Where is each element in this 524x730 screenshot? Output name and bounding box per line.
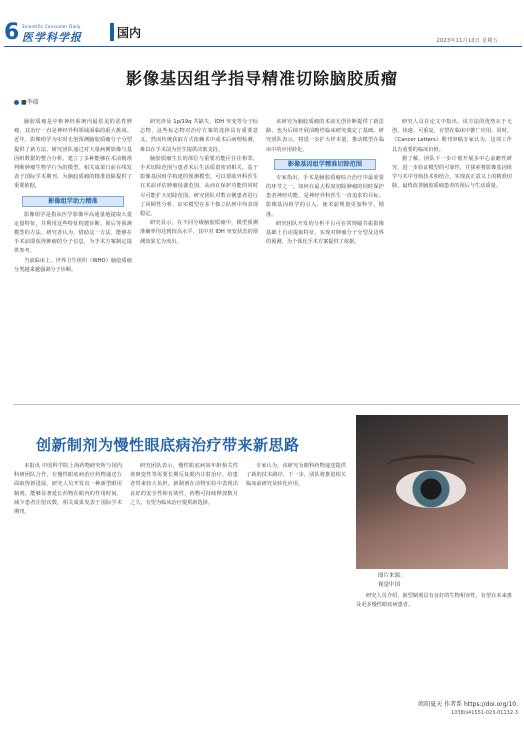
paragraph: 专家认为，该研究为眼科药物递送提供了新的技术路径。下一步，团队将推进相关临床前研究及转化应用。 — [246, 463, 346, 488]
paragraph: 影像组学是指从医学影像中高通量地提取大量定量特征，并利用这些特征构建诊断、预后等预测模型的方法。研究者认为，借助这一方法，能够在手术前即获得肿瘤的分子信息，为手术方案制定提供参考。 — [14, 211, 132, 255]
paragraph: 脑胶质瘤生长的部位与重要功能区往往相邻，手术切除范围与患者术后生活质量密切相关。基于影像基因组学构建的预测模型，可以帮助外科医生在术前评估肿瘤侵袭范围，从而在保护功能的同时尽可能扩大切除范围。研究团队对数百例患者进行了回顾性分析，证实模型在多个独立队列中均表现稳定。 — [140, 155, 258, 218]
article2-column-1 — [14, 462, 122, 692]
caption-line: 图片来源： — [378, 573, 406, 579]
paragraph: 据了解，团队下一步计划开展多中心前瞻性研究，进一步验证模型的可靠性，并探索将影像基因组学与术中导航技术相结合，实现真正意义上的精准切除，最终改善脑胶质瘤患者的预后与生活质量。 — [392, 155, 512, 190]
paragraph: 脑胶质瘤是中枢神经系统内最常见的恶性肿瘤，其治疗一直是神经外科领域面临的重大挑战。近年，影像组学为实时无创预测脑胶质瘤分子分型提供了新方法。研究团队通过对大量病例影像与基因组数据的整合分析，建立了多种能够在术前精准判断肿瘤生物学行为的模型。相关成果日前在线发表于国际学术期刊，为脑胶质瘤的精准切除提供了重要依据。 — [14, 119, 132, 190]
article-column-2 — [140, 118, 258, 398]
subheading: 影像基因组学精准切除范围 — [274, 159, 376, 170]
bullet-icon — [14, 100, 19, 105]
eye-photo — [356, 415, 508, 569]
article-author — [14, 97, 39, 106]
author-name: ■李瑞 — [21, 99, 39, 106]
section-marker — [110, 23, 114, 41]
paragraph: 研究人员介绍，新型制剂具有良好的生物相容性，有望在未来惠及更多慢性眼底病患者。 — [356, 593, 512, 609]
photo-caption — [378, 572, 406, 590]
article2-column-3 — [246, 462, 346, 692]
paragraph: 研究显示，在不同分级脑胶质瘤中，模型预测准确率均达到较高水平，其中对 IDH 突变状态的预测效果尤为突出。 — [140, 220, 258, 245]
paragraph: 研究涉及 1p/19q 共缺失、IDH 突变等分子标志物，这些标志物对治疗方案的选择具有重要意义。然而传统获取方式依赖术中或术后病理检测，难以在手术前为医生提供决策支持。 — [140, 119, 258, 153]
eye-iris — [396, 470, 466, 508]
page-number: 6 — [4, 20, 20, 45]
subheading: 影像组学助力精准 — [22, 196, 124, 207]
header-divider — [4, 46, 522, 47]
logo-chinese: 医学科学报 — [22, 31, 82, 44]
article-column-4 — [392, 118, 512, 398]
article-divider — [14, 404, 520, 405]
article-title: 影像基因组学指导精准切除脑胶质瘤 — [125, 69, 398, 88]
paragraph: 当前临床上，世界卫生组织（WHO）脑胶质瘤分类越来越强调分子诊断。 — [14, 257, 132, 273]
article2-column-2 — [130, 462, 238, 692]
footer-line: 欧阳夏天 作者系 https://doi.org/10. — [418, 701, 518, 708]
footer-doi: 1038/s41551-023-01132-3 — [451, 710, 518, 716]
section-title: 国内 — [117, 26, 142, 40]
paragraph: 该研究为脑胶质瘤的术前无创诊断提供了新思路，也为后续开展前瞻性临床研究奠定了基础。研究团队表示，将进一步扩大样本量，推动模型在临床中的应用转化。 — [266, 119, 384, 153]
paragraph: 研究团队开发的分析平台可在常规磁共振影像基础上自动提取特征，实现对肿瘤分子分型及边界的预测，为个体化手术方案提供了依据。 — [266, 220, 384, 246]
article2-column-4 — [356, 592, 512, 692]
paragraph: 研究团队表示，慢性眼底病如年龄相关性黄斑变性等需要长期反复眼内注射治疗，给患者带来较大负担。新制剂在动物实验中表现出良好的安全性和有效性，药物可持续释放数月之久，有望为临床治疗提供新选择。 — [130, 463, 238, 506]
paragraph: 本报讯 中国科学院上海药物研究所与国内科研团队合作，在慢性眼底病治疗药物递送方面取得新进展。研究人员开发出一种新型眼用制剂，能够显著延长药物在眼内的作用时间，减少患者注射次数，相关成果发表于国际学术期刊。 — [14, 463, 122, 516]
newspaper-logo — [22, 24, 112, 42]
caption-line: 视觉中国 — [378, 582, 401, 588]
issue-date: 2023年11月10日 星期五 — [436, 38, 498, 44]
article-column-1 — [14, 118, 132, 398]
article-column-3 — [266, 118, 384, 398]
article-title-2: 创新制剂为慢性眼底病治疗带来新思路 — [36, 436, 300, 454]
logo-english: Scientific Consumer Daily — [22, 24, 81, 29]
article-footer — [396, 700, 518, 718]
paragraph: 研究人员在论文中指出，该方法的优势在于无创、快速、可重复，有望在临床中推广应用。同时，《Cancer Letters》期刊审稿专家认为，这项工作具有重要的临床价值。 — [392, 119, 512, 153]
paragraph: 专家指出，手术是脑胶质瘤综合治疗中最重要的环节之一。如何在最大程度切除肿瘤的同时保护患者神经功能，是神经外科医生一直追求的目标。影像基因组学的引入，使术前规划更加科学、精准。 — [266, 174, 384, 218]
